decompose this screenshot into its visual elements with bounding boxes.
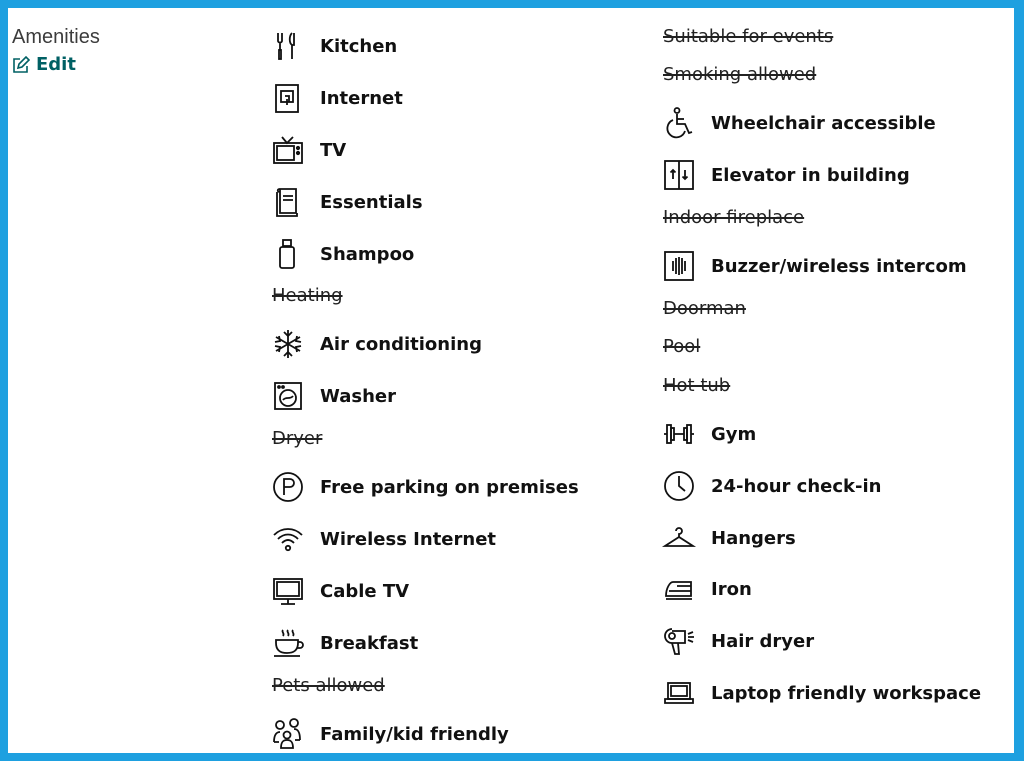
washer-icon bbox=[272, 378, 306, 414]
monitor-icon bbox=[272, 573, 306, 609]
amenity-events-unavailable: Suitable for events bbox=[663, 26, 834, 47]
amenity-doorman-unavailable: Doorman bbox=[663, 298, 746, 319]
clock-icon bbox=[663, 468, 697, 504]
coffee-cup-icon bbox=[272, 625, 306, 661]
amenity-family-friendly bbox=[272, 716, 509, 752]
amenity-breakfast bbox=[272, 625, 418, 661]
dumbbell-icon bbox=[663, 416, 697, 452]
amenity-pool-unavailable: Pool bbox=[663, 336, 701, 357]
wheelchair-icon bbox=[663, 105, 697, 141]
elevator-icon bbox=[663, 157, 697, 193]
amenity-label: Iron bbox=[711, 578, 752, 600]
amenity-hangers bbox=[663, 520, 796, 556]
hair-dryer-icon bbox=[663, 623, 697, 659]
edit-link[interactable] bbox=[12, 54, 100, 75]
iron-icon bbox=[663, 571, 697, 607]
amenity-heating-unavailable: Heating bbox=[272, 285, 343, 306]
amenity-label: Laptop friendly workspace bbox=[711, 682, 982, 704]
amenities-panel bbox=[8, 8, 1014, 753]
edit-icon bbox=[12, 56, 30, 74]
amenity-label: Buzzer/wireless intercom bbox=[711, 255, 967, 277]
laptop-icon bbox=[663, 675, 697, 711]
amenity-label: Free parking on premises bbox=[320, 476, 579, 498]
amenity-cable-tv bbox=[272, 573, 409, 609]
amenity-label: TV bbox=[320, 139, 347, 161]
amenity-label: Shampoo bbox=[320, 243, 415, 265]
ethernet-icon bbox=[272, 80, 306, 116]
amenity-smoking-unavailable: Smoking allowed bbox=[663, 64, 817, 85]
amenity-gym bbox=[663, 416, 756, 452]
amenity-label: Air conditioning bbox=[320, 333, 482, 355]
towel-icon bbox=[272, 184, 306, 220]
amenity-iron bbox=[663, 571, 752, 607]
amenity-wheelchair bbox=[663, 105, 936, 141]
amenity-washer bbox=[272, 378, 396, 414]
amenity-tv bbox=[272, 132, 346, 168]
amenity-label: Hangers bbox=[711, 527, 796, 549]
section-title: Amenities bbox=[12, 26, 100, 48]
family-icon bbox=[272, 716, 306, 752]
amenity-label: Internet bbox=[320, 87, 403, 109]
amenity-label: 24-hour check-in bbox=[711, 475, 882, 497]
amenity-label: Gym bbox=[711, 423, 757, 445]
amenity-label: Elevator in building bbox=[711, 164, 910, 186]
amenity-hair-dryer bbox=[663, 623, 814, 659]
amenity-label: Wireless Internet bbox=[320, 528, 497, 550]
amenity-fireplace-unavailable: Indoor fireplace bbox=[663, 207, 805, 228]
amenity-intercom bbox=[663, 248, 967, 284]
amenity-label: Essentials bbox=[320, 191, 423, 213]
shampoo-icon bbox=[272, 236, 306, 272]
amenity-elevator bbox=[663, 157, 910, 193]
amenity-internet bbox=[272, 80, 403, 116]
amenities-sidebar bbox=[12, 24, 100, 75]
amenity-wireless-internet bbox=[272, 521, 496, 557]
snowflake-icon bbox=[272, 326, 306, 362]
tv-icon bbox=[272, 132, 306, 168]
amenity-dryer-unavailable: Dryer bbox=[272, 428, 323, 449]
amenity-hot-tub-unavailable: Hot tub bbox=[663, 375, 731, 396]
amenity-shampoo bbox=[272, 236, 414, 272]
amenity-essentials bbox=[272, 184, 423, 220]
amenity-24h-checkin bbox=[663, 468, 881, 504]
amenity-label: Breakfast bbox=[320, 632, 419, 654]
amenity-free-parking bbox=[272, 469, 579, 505]
amenity-air-conditioning bbox=[272, 326, 482, 362]
amenity-pets-unavailable: Pets allowed bbox=[272, 675, 385, 696]
fork-knife-icon bbox=[272, 28, 306, 64]
amenity-label: Kitchen bbox=[320, 35, 398, 57]
amenity-label: Washer bbox=[320, 385, 396, 407]
edit-label: Edit bbox=[36, 54, 76, 75]
hanger-icon bbox=[663, 520, 697, 556]
amenity-laptop-workspace bbox=[663, 675, 981, 711]
amenity-label: Family/kid friendly bbox=[320, 723, 509, 745]
intercom-icon bbox=[663, 248, 697, 284]
amenity-label: Hair dryer bbox=[711, 630, 815, 652]
amenity-label: Wheelchair accessible bbox=[711, 112, 936, 134]
wifi-icon bbox=[272, 521, 306, 557]
amenity-label: Cable TV bbox=[320, 580, 410, 602]
parking-icon bbox=[272, 469, 306, 505]
amenity-kitchen bbox=[272, 28, 397, 64]
